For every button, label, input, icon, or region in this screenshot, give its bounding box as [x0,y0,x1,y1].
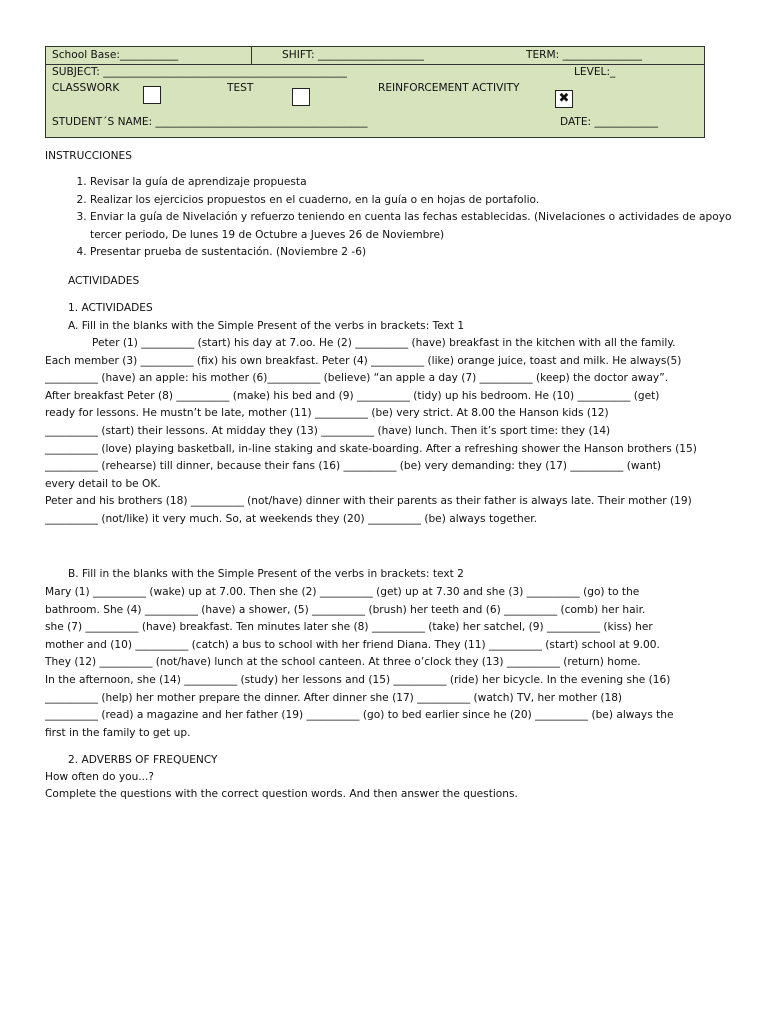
text-line: After breakfast Peter (8) __________ (make) his bed and (9) __________ (tidy) up his bedroom. He (10) __________ (get) [45,389,660,402]
text-line: Peter and his brothers (18) __________ (not/have) dinner with their parents as their father is always late. Their mother (19) [45,495,692,508]
text-line: Each member (3) __________ (fix) his own breakfast. Peter (4) __________ (like) orange juice, toast and milk. He always(5) [45,354,682,367]
text-line: first in the family to get up. [45,726,191,739]
test-label: TEST [227,82,254,94]
header-divider-h [46,64,704,65]
text-line: ready for lessons. He mustn’t be late, mother (11) __________ (be) very strict. At 8.00 the Hanson kids (12) [45,407,609,420]
list-item: 1. Revisar la guía de aprendizaje propuesta [90,174,768,192]
text-line: __________ (start) their lessons. At midday they (13) __________ (have) lunch. Then it’s sport time: they (14) [45,424,611,437]
subject-field[interactable]: SUBJECT: ______________________________________________ [52,66,347,78]
exercise-b-heading: B. Fill in the blanks with the Simple Present of the verbs in brackets: text 2 [68,568,464,580]
exercise-a-heading: A. Fill in the blanks with the Simple Present of the verbs in brackets: Text 1 [68,320,465,332]
activities-title: ACTIVIDADES [68,275,140,287]
shift-field[interactable]: SHIFT: ____________________ [282,49,424,61]
text-line: every detail to be OK. [45,477,161,490]
text-line: __________ (help) her mother prepare the dinner. After dinner she (17) __________ (watch) TV, her mother (18) [45,691,623,704]
student-name-field[interactable]: STUDENT´S NAME: ________________________________________ [52,116,368,128]
section-1-heading: 1. ACTIVIDADES [68,302,153,314]
text-line: They (12) __________ (not/have) lunch at the school canteen. At three o’clock they (13) __________ (return) home. [45,656,641,669]
term-field[interactable]: TERM: _______________ [526,49,643,61]
instructions-title: INSTRUCCIONES [45,150,132,162]
list-item: 2. Realizar los ejercicios propuestos en el cuaderno, en la guía o en hojas de portafolio. [90,192,768,210]
how-often-text: How often do you...? [45,771,155,783]
level-field[interactable]: LEVEL:_ [574,66,616,78]
text-line: __________ (love) playing basketball, in-line staking and skate-boarding. After a refreshing shower the Hanson brothers (15) [45,442,697,455]
list-item: 4. Presentar prueba de sustentación. (Noviembre 2 -6) [90,244,768,262]
reinforcement-checkbox[interactable] [555,90,573,108]
header-divider [251,47,252,64]
text-1-paragraph [45,335,725,529]
list-item: 3. Enviar la guía de Nivelación y refuerzo teniendo en cuenta las fechas establecidas. (Nivelaciones o actividades de apoyo tercer periodo, De lunes 19 de Octubre a Jueves 26 de Noviembre) [90,209,768,244]
text-line: she (7) __________ (have) breakfast. Ten minutes later she (8) __________ (take) her satchel, (9) __________ (kiss) her [45,621,653,634]
school-base-field[interactable]: School Base:___________ [52,49,179,61]
text-line: mother and (10) __________ (catch) a bus to school with her friend Diana. They (11) __________ (start) school at 9.00. [45,638,660,651]
text-line: In the afternoon, she (14) __________ (study) her lessons and (15) __________ (ride) her bicycle. In the evening she (16) [45,673,671,686]
text-line: Peter (1) __________ (start) his day at 7.oo. He (2) __________ (have) breakfast in the kitchen with all the family. [92,337,676,349]
date-field[interactable]: DATE: ____________ [560,116,659,128]
classwork-label: CLASSWORK [52,82,120,94]
text-2-paragraph [45,584,725,742]
section-2-heading: 2. ADVERBS OF FREQUENCY [68,754,218,766]
text-line: __________ (read) a magazine and her father (19) __________ (go) to bed earlier since he (20) __________ (be) always the [45,709,674,722]
text-line: __________ (have) an apple: his mother (6)__________ (believe) “an apple a day (7) __________ (keep) the doctor away”. [45,372,669,385]
text-line: __________ (not/like) it very much. So, at weekends they (20) __________ (be) always together. [45,512,537,525]
text-line: Mary (1) __________ (wake) up at 7.00. Then she (2) __________ (get) up at 7.30 and she (3) __________ (go) to the [45,586,640,598]
classwork-checkbox[interactable] [143,86,161,104]
text-line: __________ (rehearse) till dinner, because their fans (16) __________ (be) very demanding: they (17) __________ (want) [45,460,662,473]
instruction-text: Complete the questions with the correct question words. And then answer the questions. [45,788,518,800]
instructions-list [45,174,768,262]
reinforcement-label: REINFORCEMENT ACTIVITY [378,82,520,94]
test-checkbox[interactable] [292,88,310,106]
text-line: bathroom. She (4) __________ (have) a shower, (5) __________ (brush) her teeth and (6) __________ (comb) her hair. [45,603,646,616]
check-x-icon: ✖ [558,91,570,106]
